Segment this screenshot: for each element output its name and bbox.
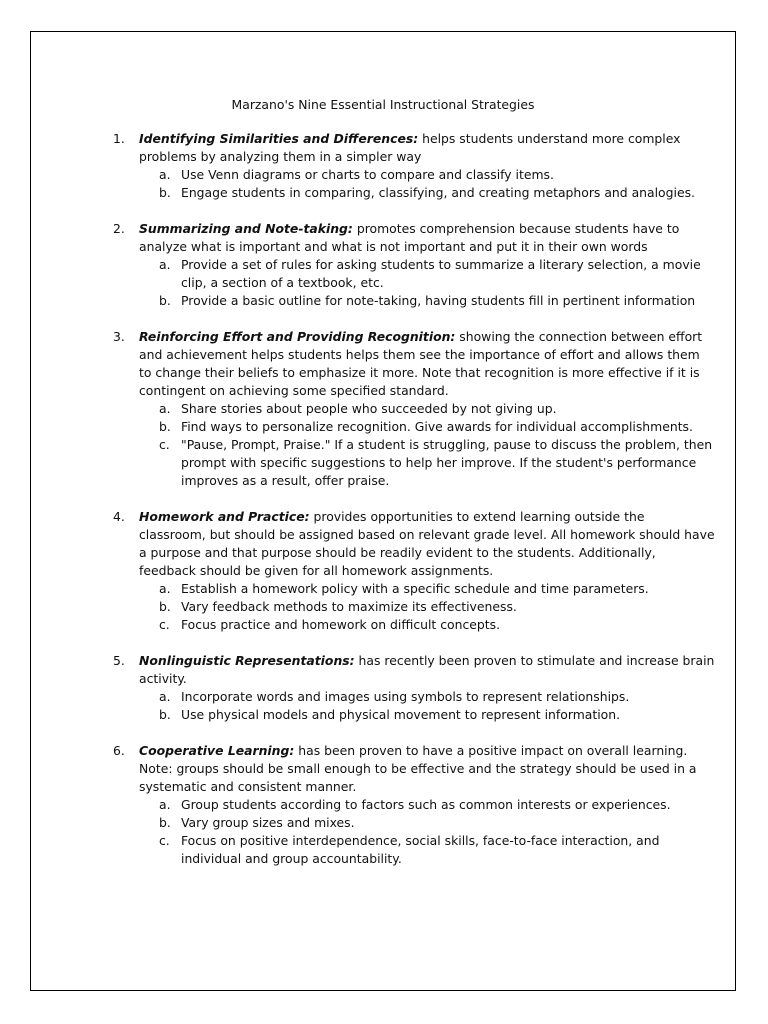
- strategy-item: [31, 130, 735, 202]
- strategy-item: [31, 220, 735, 310]
- document-page: [30, 31, 736, 991]
- sub-item-text: Group students according to factors such as common interests or experiences.: [181, 797, 671, 812]
- strategy-description: has been proven to have a positive impact on overall learning. Note: groups should be small enough to be effective and the strategy should be used in a systematic and consistent manner.: [139, 743, 697, 794]
- sub-item-text: "Pause, Prompt, Praise." If a student is struggling, pause to discuss the problem, then prompt with specific suggestions to help her improve. If the student's performance improves as a result, offer praise.: [181, 437, 713, 488]
- sub-item-letter: b.: [159, 599, 171, 614]
- sub-item-text: Incorporate words and images using symbols to represent relationships.: [181, 689, 630, 704]
- strategy-description: has recently been proven to stimulate and increase brain activity.: [139, 653, 715, 686]
- strategy-number: 4.: [113, 509, 125, 524]
- strategy-list: [31, 130, 735, 886]
- sub-item-letter: a.: [159, 797, 171, 812]
- sub-item: [139, 832, 715, 868]
- sub-item: [139, 706, 715, 724]
- sub-item-letter: b.: [159, 707, 171, 722]
- sub-item-text: Provide a set of rules for asking students to summarize a literary selection, a movie clip, a section of a textbook, etc.: [181, 257, 701, 290]
- sub-item-letter: c.: [159, 833, 170, 848]
- sub-item-text: Share stories about people who succeeded by not giving up.: [181, 401, 557, 416]
- sub-item-letter: b.: [159, 419, 171, 434]
- strategy-item: [31, 742, 735, 868]
- sub-item: [139, 796, 715, 814]
- sub-item-list: [139, 400, 715, 490]
- sub-item-list: [139, 688, 715, 724]
- strategy-number: 6.: [113, 743, 125, 758]
- strategy-number: 3.: [113, 329, 125, 344]
- sub-item-text: Vary group sizes and mixes.: [181, 815, 355, 830]
- sub-item-letter: a.: [159, 401, 171, 416]
- sub-item-letter: a.: [159, 257, 171, 272]
- strategy-term: Cooperative Learning:: [139, 743, 295, 758]
- strategy-term: Nonlinguistic Representations:: [139, 653, 355, 668]
- sub-item: [139, 166, 715, 184]
- sub-item: [139, 814, 715, 832]
- sub-item-text: Find ways to personalize recognition. Give awards for individual accomplishments.: [181, 419, 693, 434]
- sub-item-list: [139, 256, 715, 310]
- sub-item: [139, 418, 715, 436]
- sub-item: [139, 184, 715, 202]
- sub-item: [139, 436, 715, 490]
- sub-item-text: Focus on positive interdependence, social skills, face-to-face interaction, and individual and group accountability.: [181, 833, 660, 866]
- sub-item-letter: b.: [159, 293, 171, 308]
- sub-item: [139, 598, 715, 616]
- strategy-number: 1.: [113, 131, 125, 146]
- sub-item-list: [139, 796, 715, 868]
- sub-item: [139, 400, 715, 418]
- strategy-term: Summarizing and Note-taking:: [139, 221, 353, 236]
- sub-item-letter: a.: [159, 581, 171, 596]
- sub-item-text: Use Venn diagrams or charts to compare and classify items.: [181, 167, 554, 182]
- sub-item-text: Engage students in comparing, classifying, and creating metaphors and analogies.: [181, 185, 695, 200]
- page-title: Marzano's Nine Essential Instructional Strategies: [231, 97, 535, 112]
- sub-item-list: [139, 166, 715, 202]
- sub-item: [139, 256, 715, 292]
- sub-item-letter: b.: [159, 185, 171, 200]
- sub-item-text: Use physical models and physical movement to represent information.: [181, 707, 621, 722]
- strategy-term: Identifying Similarities and Differences:: [139, 131, 419, 146]
- sub-item-letter: c.: [159, 617, 170, 632]
- strategy-description: promotes comprehension because students have to analyze what is important and what is not important and put it in their own words: [139, 221, 680, 254]
- sub-item-text: Focus practice and homework on difficult concepts.: [181, 617, 501, 632]
- strategy-number: 5.: [113, 653, 125, 668]
- strategy-item: [31, 652, 735, 724]
- sub-item-text: Establish a homework policy with a specific schedule and time parameters.: [181, 581, 649, 596]
- sub-item: [139, 292, 715, 310]
- sub-item-text: Provide a basic outline for note-taking, having students fill in pertinent information: [181, 293, 696, 308]
- sub-item-letter: a.: [159, 167, 171, 182]
- sub-item: [139, 616, 715, 634]
- sub-item: [139, 580, 715, 598]
- strategy-description: showing the connection between effort and achievement helps students helps them see the importance of effort and allows them to change their beliefs to emphasize it more. Note that recognition is more effective if it is contingent on achieving some specified standard.: [139, 329, 703, 398]
- strategy-description: provides opportunities to extend learning outside the classroom, but should be assigned based on relevant grade level. All homework should have a purpose and that purpose should be readily evident to the students. Additionally, feedback should be given for all homework assignments.: [139, 509, 715, 578]
- strategy-item: [31, 328, 735, 490]
- sub-item-letter: b.: [159, 815, 171, 830]
- strategy-term: Homework and Practice:: [139, 509, 310, 524]
- strategy-term: Reinforcing Effort and Providing Recognition:: [139, 329, 456, 344]
- sub-item-list: [139, 580, 715, 634]
- sub-item-text: Vary feedback methods to maximize its effectiveness.: [181, 599, 517, 614]
- sub-item: [139, 688, 715, 706]
- strategy-item: [31, 508, 735, 634]
- sub-item-letter: a.: [159, 689, 171, 704]
- strategy-number: 2.: [113, 221, 125, 236]
- sub-item-letter: c.: [159, 437, 170, 452]
- strategy-description: helps students understand more complex problems by analyzing them in a simpler way: [139, 131, 681, 164]
